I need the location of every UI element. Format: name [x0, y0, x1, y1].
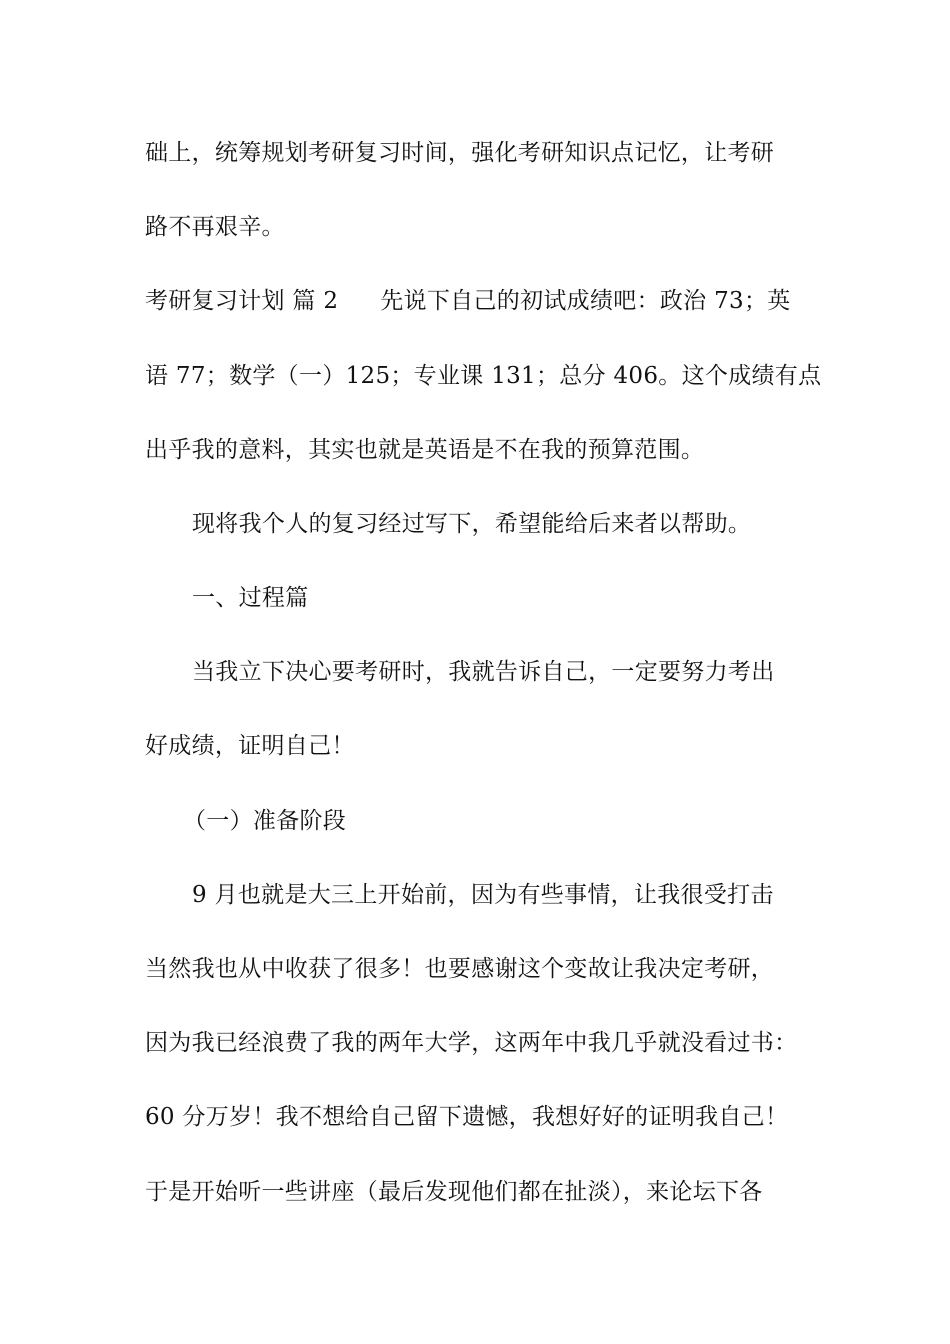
text-line: 9 月也就是大三上开始前，因为有些事情，让我很受打击	[192, 882, 774, 908]
text-line: 因为我已经浪费了我的两年大学，这两年中我几乎就没看过书：	[145, 1030, 798, 1056]
heading-preparation: （一）准备阶段	[183, 808, 347, 834]
text-line: 语 77；数学（一）125；专业课 131；总分 406。这个成绩有点	[145, 363, 822, 389]
text-line: 当然我也从中收获了很多！也要感谢这个变故让我决定考研，	[145, 956, 775, 982]
heading-process: 一、过程篇	[192, 585, 309, 611]
text-line: 好成绩，证明自己！	[145, 733, 355, 759]
text-line: 现将我个人的复习经过写下，希望能给后来者以帮助。	[192, 511, 752, 537]
text-line: 出乎我的意料，其实也就是英语是不在我的预算范围。	[145, 437, 705, 463]
text-line: 当我立下决心要考研时，我就告诉自己，一定要努力考出	[192, 659, 775, 685]
text-line: 础上，统筹规划考研复习时间，强化考研知识点记忆，让考研	[145, 140, 775, 166]
section-title: 考研复习计划 篇 2	[145, 288, 339, 314]
text-line: 于是开始听一些讲座（最后发现他们都在扯淡），来论坛下各	[145, 1179, 763, 1205]
text-line: 先说下自己的初试成绩吧：政治 73；英	[380, 288, 791, 314]
section-heading-line	[145, 286, 825, 316]
text-line: 路不再艰辛。	[145, 214, 285, 240]
text-line: 60 分万岁！我不想给自己留下遗憾，我想好好的证明我自己！	[145, 1104, 789, 1130]
